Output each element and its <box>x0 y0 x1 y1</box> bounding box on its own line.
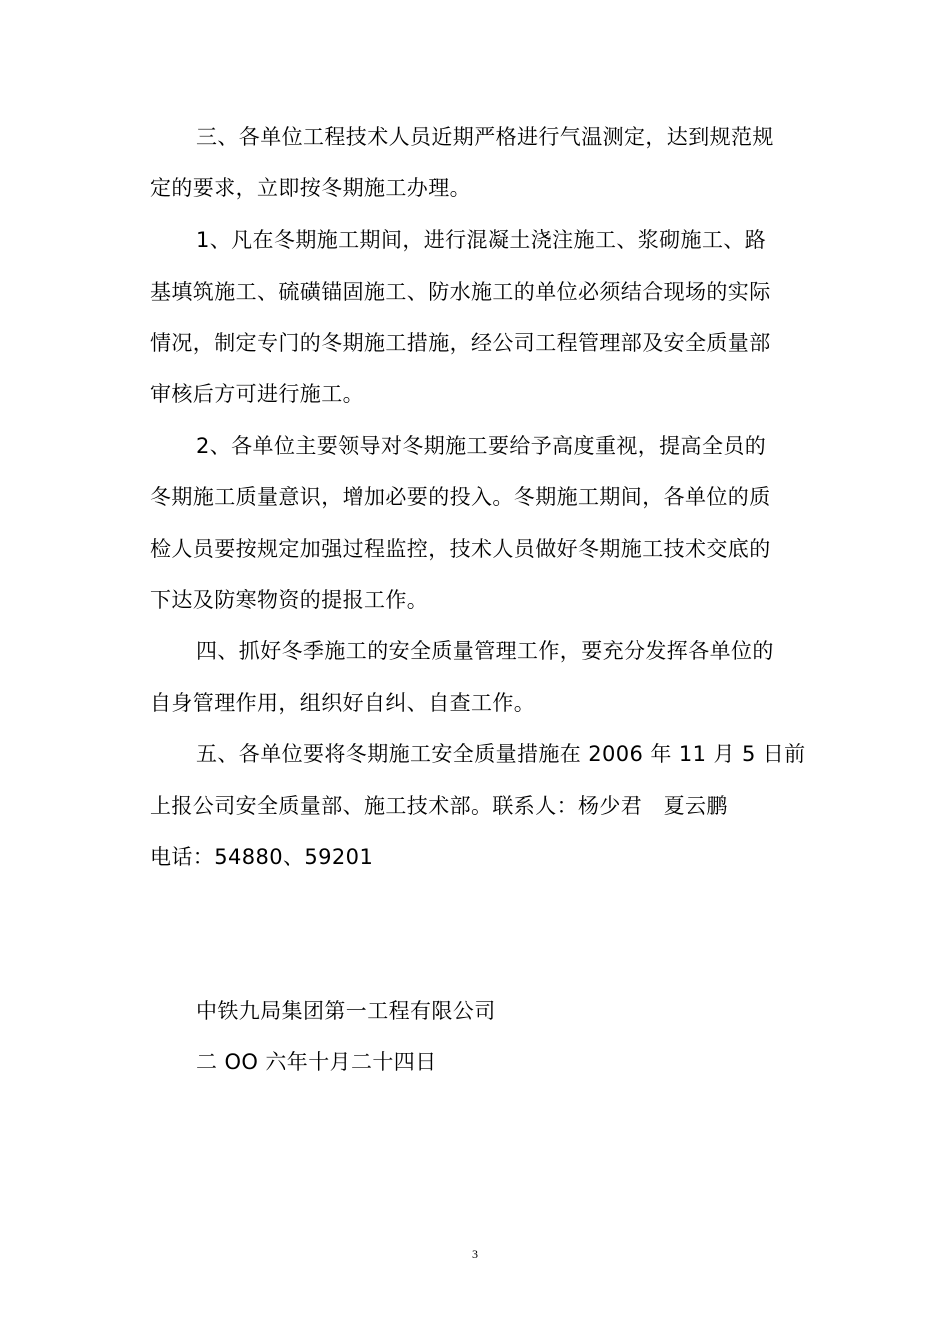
signature-company: 中铁九局集团第一工程有限公司 <box>196 999 496 1023</box>
item-1-line-4: 审核后方可进行施工。 <box>150 382 364 406</box>
contact-phone-line: 电话：54880、59201 <box>150 845 374 869</box>
section-4-line-2: 自身管理作用，组织好自纠、自查工作。 <box>150 691 536 715</box>
item-2-line-3: 检人员要按规定加强过程监控，技术人员做好冬期施工技术交底的 <box>150 537 771 561</box>
item-1-line-1: 1、凡在冬期施工期间，进行混凝土浇注施工、浆砌施工、路 <box>196 228 767 252</box>
item-2-line-4: 下达及防寒物资的提报工作。 <box>150 588 429 612</box>
item-2-line-2: 冬期施工质量意识，增加必要的投入。冬期施工期间，各单位的质 <box>150 485 771 509</box>
section-5-line-2: 上报公司安全质量部、施工技术部。联系人：杨少君 夏云鹏 <box>150 794 728 818</box>
signature-date: 二 OO 六年十月二十四日 <box>196 1050 437 1074</box>
section-3-line-1: 三、各单位工程技术人员近期严格进行气温测定，达到规范规 <box>196 125 774 149</box>
page-number: 3 <box>472 1247 478 1261</box>
section-5-line-1: 五、各单位要将冬期施工安全质量措施在 2006 年 11 月 5 日前 <box>196 742 806 766</box>
section-3-line-2: 定的要求，立即按冬期施工办理。 <box>150 176 471 200</box>
item-1-line-3: 情况，制定专门的冬期施工措施，经公司工程管理部及安全质量部 <box>150 331 771 355</box>
section-4-line-1: 四、抓好冬季施工的安全质量管理工作，要充分发挥各单位的 <box>196 639 774 663</box>
item-1-line-2: 基填筑施工、硫磺锚固施工、防水施工的单位必须结合现场的实际 <box>150 280 771 304</box>
item-2-line-1: 2、各单位主要领导对冬期施工要给予高度重视，提高全员的 <box>196 434 767 458</box>
